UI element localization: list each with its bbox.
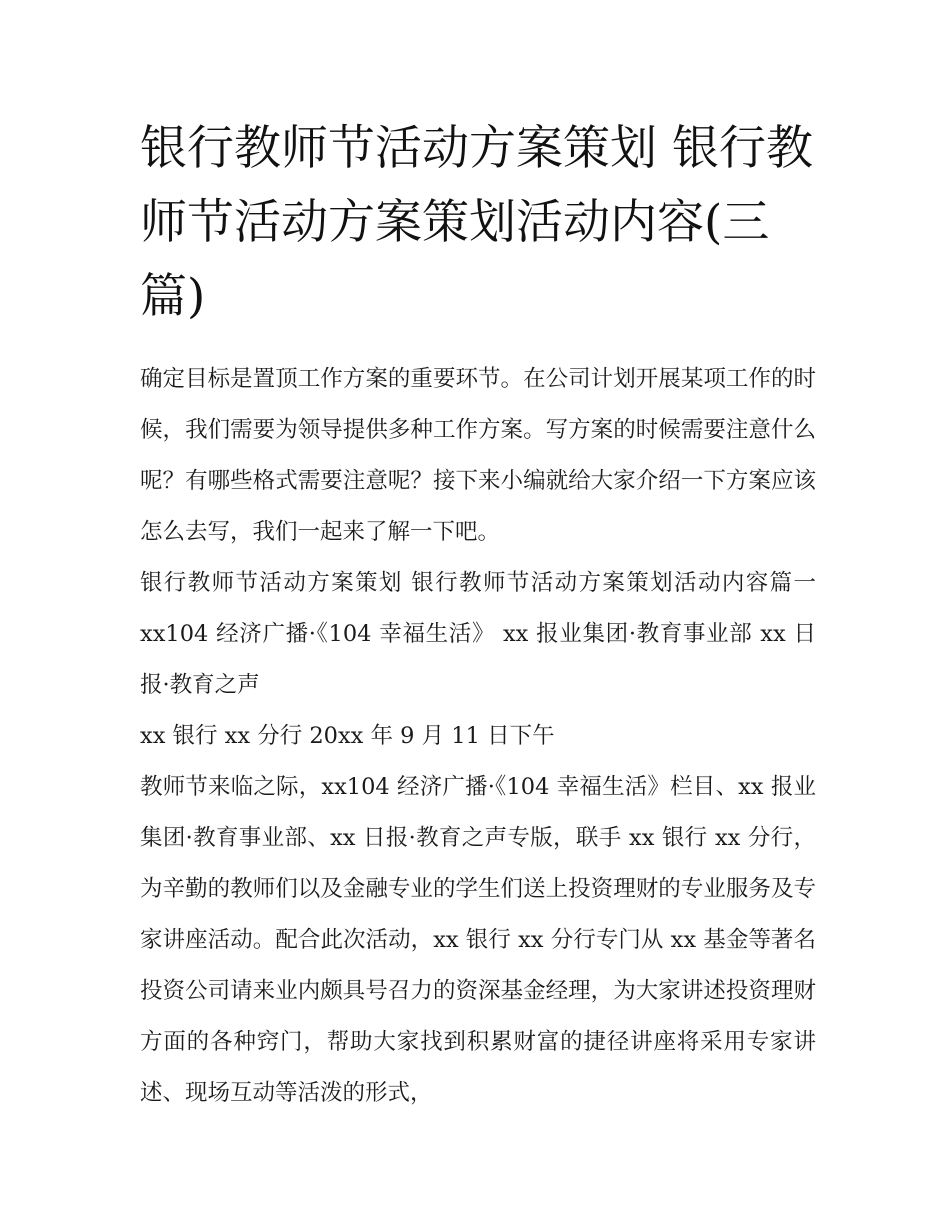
- date-paragraph: xx 银行 xx 分行 20xx 年 9 月 11 日下午: [140, 723, 555, 749]
- event-paragraph: 教师节来临之际，xx104 经济广播·《104 幸福生活》栏目、xx 报业集团·教育事业部、xx 日报·教育之声专版，联手 xx 银行 xx 分行，为辛勤的教师们以及金融专业的学生们送上投资理财的专业服务及专家讲座活动。配合此次活动，xx 银行 xx 分行专门从 xx 基金等著名投资公司请来业内颇具号召力的资深基金经理，为大家讲述投资理财方面的各种窍门，帮助大家找到积累财富的捷径讲座将采用专家讲述、现场互动等活泼的形式，: [140, 774, 816, 1106]
- document-title: 银行教师节活动方案策划 银行教师节活动方案策划活动内容(三篇): [140, 121, 813, 324]
- document-body: [140, 354, 816, 1119]
- intro-paragraph: 确定目标是置顶工作方案的重要环节。在公司计划开展某项工作的时候，我们需要为领导提供多种工作方案。写方案的时候需要注意什么呢？有哪些格式需要注意呢？接下来小编就给大家介绍一下方案应该怎么去写，我们一起来了解一下吧。: [140, 366, 816, 545]
- heading-paragraph: 银行教师节活动方案策划 银行教师节活动方案策划活动内容篇一 xx104 经济广播·《104 幸福生活》 xx 报业集团·教育事业部 xx 日报·教育之声: [140, 570, 816, 698]
- document-content: [140, 112, 816, 1119]
